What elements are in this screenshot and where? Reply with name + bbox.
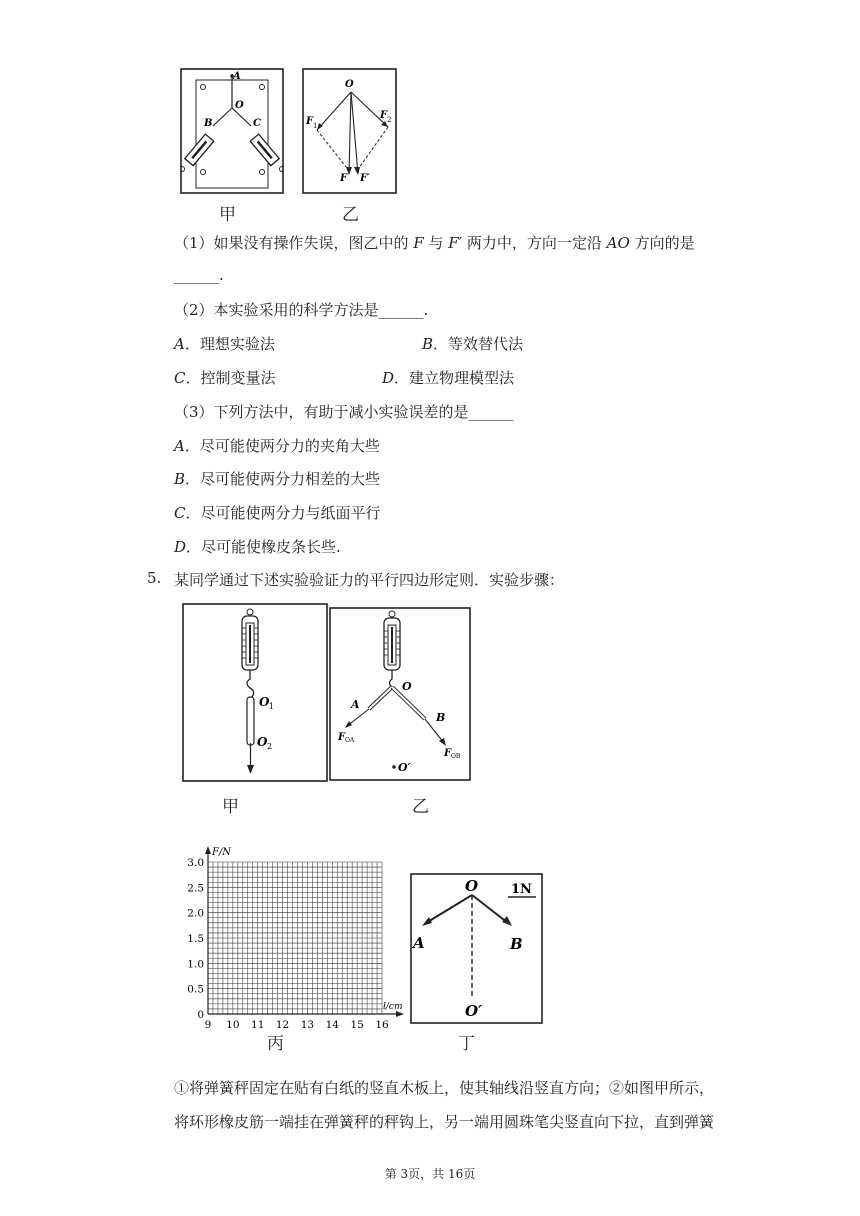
label-F: F <box>340 173 348 184</box>
q4-p2-option-b: B．等效替代法 <box>422 335 524 353</box>
y-tick-label: 1.0 <box>187 958 204 971</box>
label-O2-sub: 2 <box>267 742 273 751</box>
figure-bing-grid <box>182 842 406 1032</box>
label-F-prime: F′ <box>360 173 370 184</box>
label-O2: O <box>257 735 268 749</box>
label-B: B <box>436 711 446 724</box>
q4-part1: （1）如果没有操作失误，图乙中的 F 与 F′ 两力中，方向一定沿 AO 方向的是 <box>174 234 695 252</box>
label-B: B <box>204 118 213 129</box>
x-axis-label: l/cm <box>383 1002 403 1012</box>
label-F1-sub: 1 <box>313 122 318 130</box>
caption-yi-top: 乙 <box>342 205 359 225</box>
q5-step-line2: 将环形橡皮筋一端挂在弹簧秤的秤钩上，另一端用圆珠笔尖竖直向下拉，直到弹簧 <box>174 1113 715 1131</box>
y-tick-label: 2.5 <box>187 882 204 895</box>
q4-p2-option-d: D．建立物理模型法 <box>382 369 515 387</box>
label-F2: F <box>380 110 388 121</box>
figure-yi-top <box>302 68 397 194</box>
x-tick-label: 11 <box>251 1019 265 1031</box>
caption-yi-q5: 乙 <box>412 797 429 817</box>
label-O: O <box>235 100 244 111</box>
q4-p2-option-c: C．控制变量法 <box>174 369 276 387</box>
x-tick-label: 14 <box>325 1019 339 1031</box>
figure-ding <box>410 873 543 1024</box>
page-footer: 第 3页，共 16页 <box>384 1167 476 1181</box>
y-tick-label: 0.5 <box>187 983 204 996</box>
figure-yi-q5 <box>329 607 471 781</box>
q4-p3-option-c: C．尽可能使两分力与纸面平行 <box>174 504 381 522</box>
grid-lines <box>208 862 382 1014</box>
label-FOB: F <box>444 748 452 759</box>
y-axis-label: F/N <box>212 847 232 858</box>
label-O: O <box>345 79 354 90</box>
label-O: O <box>402 680 412 693</box>
y-tick-label: 1.5 <box>187 933 204 945</box>
label-FOA: F <box>338 732 346 743</box>
figure-jia-q5 <box>182 603 328 782</box>
x-tick-label: 13 <box>300 1019 315 1031</box>
x-tick-label: 16 <box>375 1019 389 1031</box>
q4-p2-option-a: A．理想实验法 <box>174 335 275 353</box>
label-B: B <box>510 935 523 953</box>
label-F2-sub: 2 <box>387 116 392 124</box>
label-FOA-sub: OA <box>345 737 355 744</box>
q4-part2: （2）本实验采用的科学方法是______. <box>174 301 429 319</box>
label-F1: F <box>306 116 314 127</box>
label-A: A <box>233 71 241 82</box>
q4-part3: （3）下列方法中，有助于减小实验误差的是______ <box>174 403 514 421</box>
caption-bing: 丙 <box>267 1034 284 1054</box>
caption-ding: 丁 <box>458 1034 475 1054</box>
y-tick-label: 0 <box>197 1009 204 1021</box>
q5-stem: 某同学通过下述实验验证力的平行四边形定则．实验步骤： <box>174 571 565 589</box>
x-tick-label: 9 <box>204 1019 212 1031</box>
y-tick-label: 2.0 <box>187 907 204 920</box>
q4-p3-option-a: A．尽可能使两分力的夹角大些 <box>174 437 380 455</box>
x-tick-label: 10 <box>226 1019 240 1031</box>
caption-jia-top: 甲 <box>219 205 236 225</box>
label-O1-sub: 1 <box>269 702 275 711</box>
label-A: A <box>351 698 360 711</box>
label-FOB-sub: OB <box>451 753 461 760</box>
label-O-prime: O′ <box>465 1002 483 1020</box>
q4-p3-option-d: D．尽可能使橡皮条长些. <box>174 538 341 556</box>
figure-jia-top <box>180 68 284 194</box>
q5-step-line1: ①将弹簧秤固定在贴有白纸的竖直木板上，使其轴线沿竖直方向；②如图甲所示， <box>174 1079 715 1097</box>
x-tick-label: 12 <box>275 1019 290 1031</box>
x-tick-label: 15 <box>350 1019 364 1031</box>
q4-part1-blank: ______. <box>174 266 224 284</box>
label-C: C <box>253 118 261 129</box>
y-tick-label: 3.0 <box>187 857 204 869</box>
label-O1: O <box>259 695 270 709</box>
label-A: A <box>413 934 425 952</box>
caption-jia-q5: 甲 <box>222 797 239 817</box>
q4-p3-option-b: B．尽可能使两分力相差的大些 <box>174 470 381 488</box>
label-O: O <box>465 877 479 895</box>
label-O-prime: O′ <box>398 761 411 774</box>
scale-label: 1N <box>511 882 532 897</box>
q5-number: 5. <box>147 569 162 587</box>
